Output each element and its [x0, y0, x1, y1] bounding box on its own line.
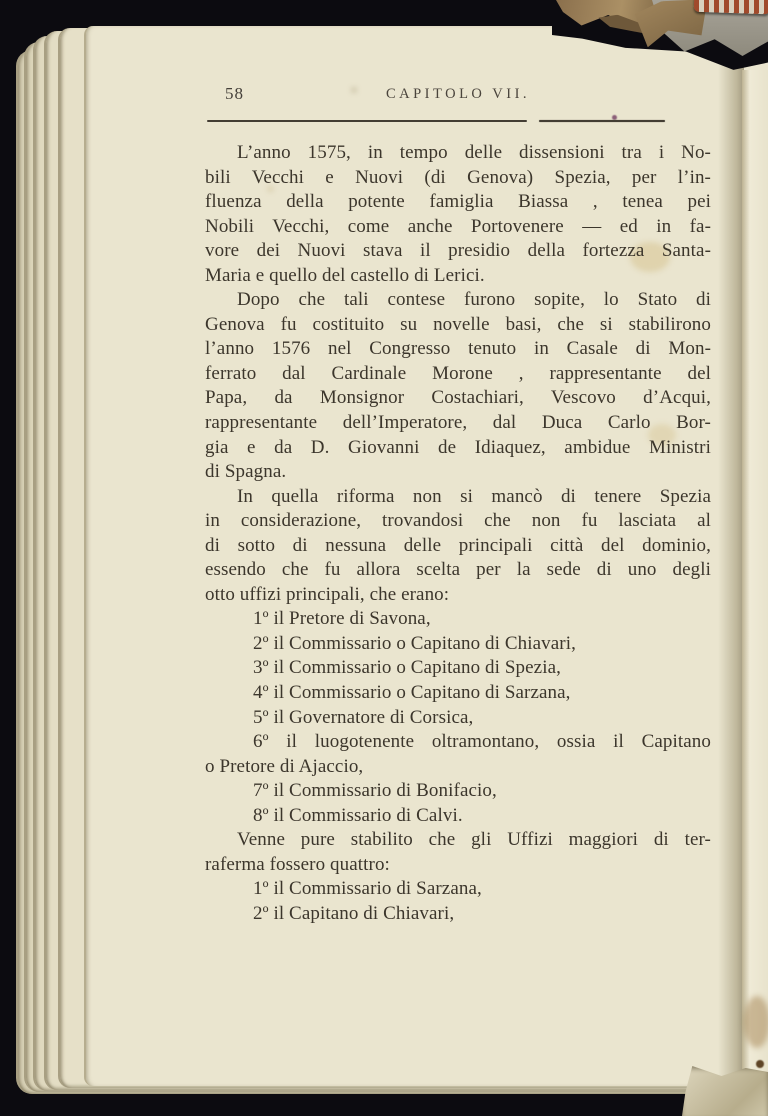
text-line: bili Vecchi e Nuovi (di Genova) Spezia, per l’in-: [205, 166, 711, 188]
facing-page-edge: [742, 70, 768, 1086]
text-line: In quella riforma non si mancò di tenere Spezia: [237, 485, 711, 507]
paragraph: [205, 828, 711, 877]
text-body: [205, 141, 711, 927]
text-line: raferma fossero quattro:: [205, 853, 390, 875]
text-line: gia e da D. Giovanni de Idiaquez, ambidue Ministri: [205, 436, 711, 458]
header-rule: [207, 120, 667, 122]
text-line: Papa, da Monsignor Costachiari, Vescovo d’Acqui,: [205, 387, 711, 409]
text-line: 3º il Commissario o Capitano di Spezia,: [253, 657, 561, 679]
ordinal-list: [205, 877, 711, 926]
text-line: 1º il Pretore di Savona,: [253, 608, 431, 630]
ordinal-list: [205, 607, 711, 828]
text-line: l’anno 1576 nel Congresso tenuto in Casale di Mon-: [205, 338, 711, 360]
text-line: di Spagna.: [205, 461, 287, 483]
text-line: 7º il Commissario di Bonifacio,: [253, 780, 497, 802]
text-line: rappresentante dell’Imperatore, dal Duca Carlo Bor-: [205, 412, 711, 434]
text-line: 2º il Commissario o Capitano di Chiavari,: [253, 632, 576, 654]
text-line: di sotto di nessuna delle principali città del dominio,: [205, 534, 711, 556]
page-number: 58: [225, 84, 244, 103]
text-line: o Pretore di Ajaccio,: [205, 755, 364, 777]
text-line: in considerazione, trovandosi che non fu lasciata al: [205, 510, 711, 532]
text-line: Genova fu costituito su novelle basi, che si stabilirono: [205, 313, 711, 335]
text-line: 6º il luogotenente oltramontano, ossia il Capitano: [253, 731, 711, 753]
text-line: Maria e quello del castello di Lerici.: [205, 264, 485, 286]
text-line: 2º il Capitano di Chiavari,: [253, 902, 455, 924]
header-rule-segment: [207, 120, 527, 122]
text-line: essendo che fu allora scelta per la sede di uno degli: [205, 559, 711, 581]
text-line: 1º il Commissario di Sarzana,: [253, 878, 482, 900]
text-line: 5º il Governatore di Corsica,: [253, 706, 474, 728]
paragraph: [205, 485, 711, 608]
text-line: Dopo che tali contese furono sopite, lo Stato di: [237, 289, 711, 311]
text-line: Venne pure stabilito che gli Uffizi maggiori di ter-: [237, 829, 711, 851]
text-line: otto uffizi principali, che erano:: [205, 583, 450, 605]
text-line: fluenza della potente famiglia Biassa , tenea pei: [205, 191, 711, 213]
gutter-crease: [718, 26, 744, 1086]
header-rule-segment: [539, 120, 665, 122]
printed-page-content: [205, 84, 711, 924]
chapter-header: CAPITOLO VII.: [385, 86, 531, 102]
foxing-stain: [744, 996, 768, 1048]
running-head: [205, 84, 711, 106]
paragraph: [205, 141, 711, 288]
paragraph: [205, 288, 711, 484]
ink-spot: [756, 1060, 764, 1068]
text-line: L’anno 1575, in tempo delle dissensioni tra i No-: [237, 142, 711, 163]
text-line: 4º il Commissario o Capitano di Sarzana,: [253, 682, 571, 704]
text-line: 8º il Commissario di Calvi.: [253, 804, 463, 826]
text-line: ferrato dal Cardinale Morone , rappresentante del: [205, 362, 711, 384]
text-line: vore dei Nuovi stava il presidio della fortezza Santa-: [205, 240, 711, 262]
text-line: Nobili Vecchi, come anche Portovenere — ed in fa-: [205, 215, 711, 237]
